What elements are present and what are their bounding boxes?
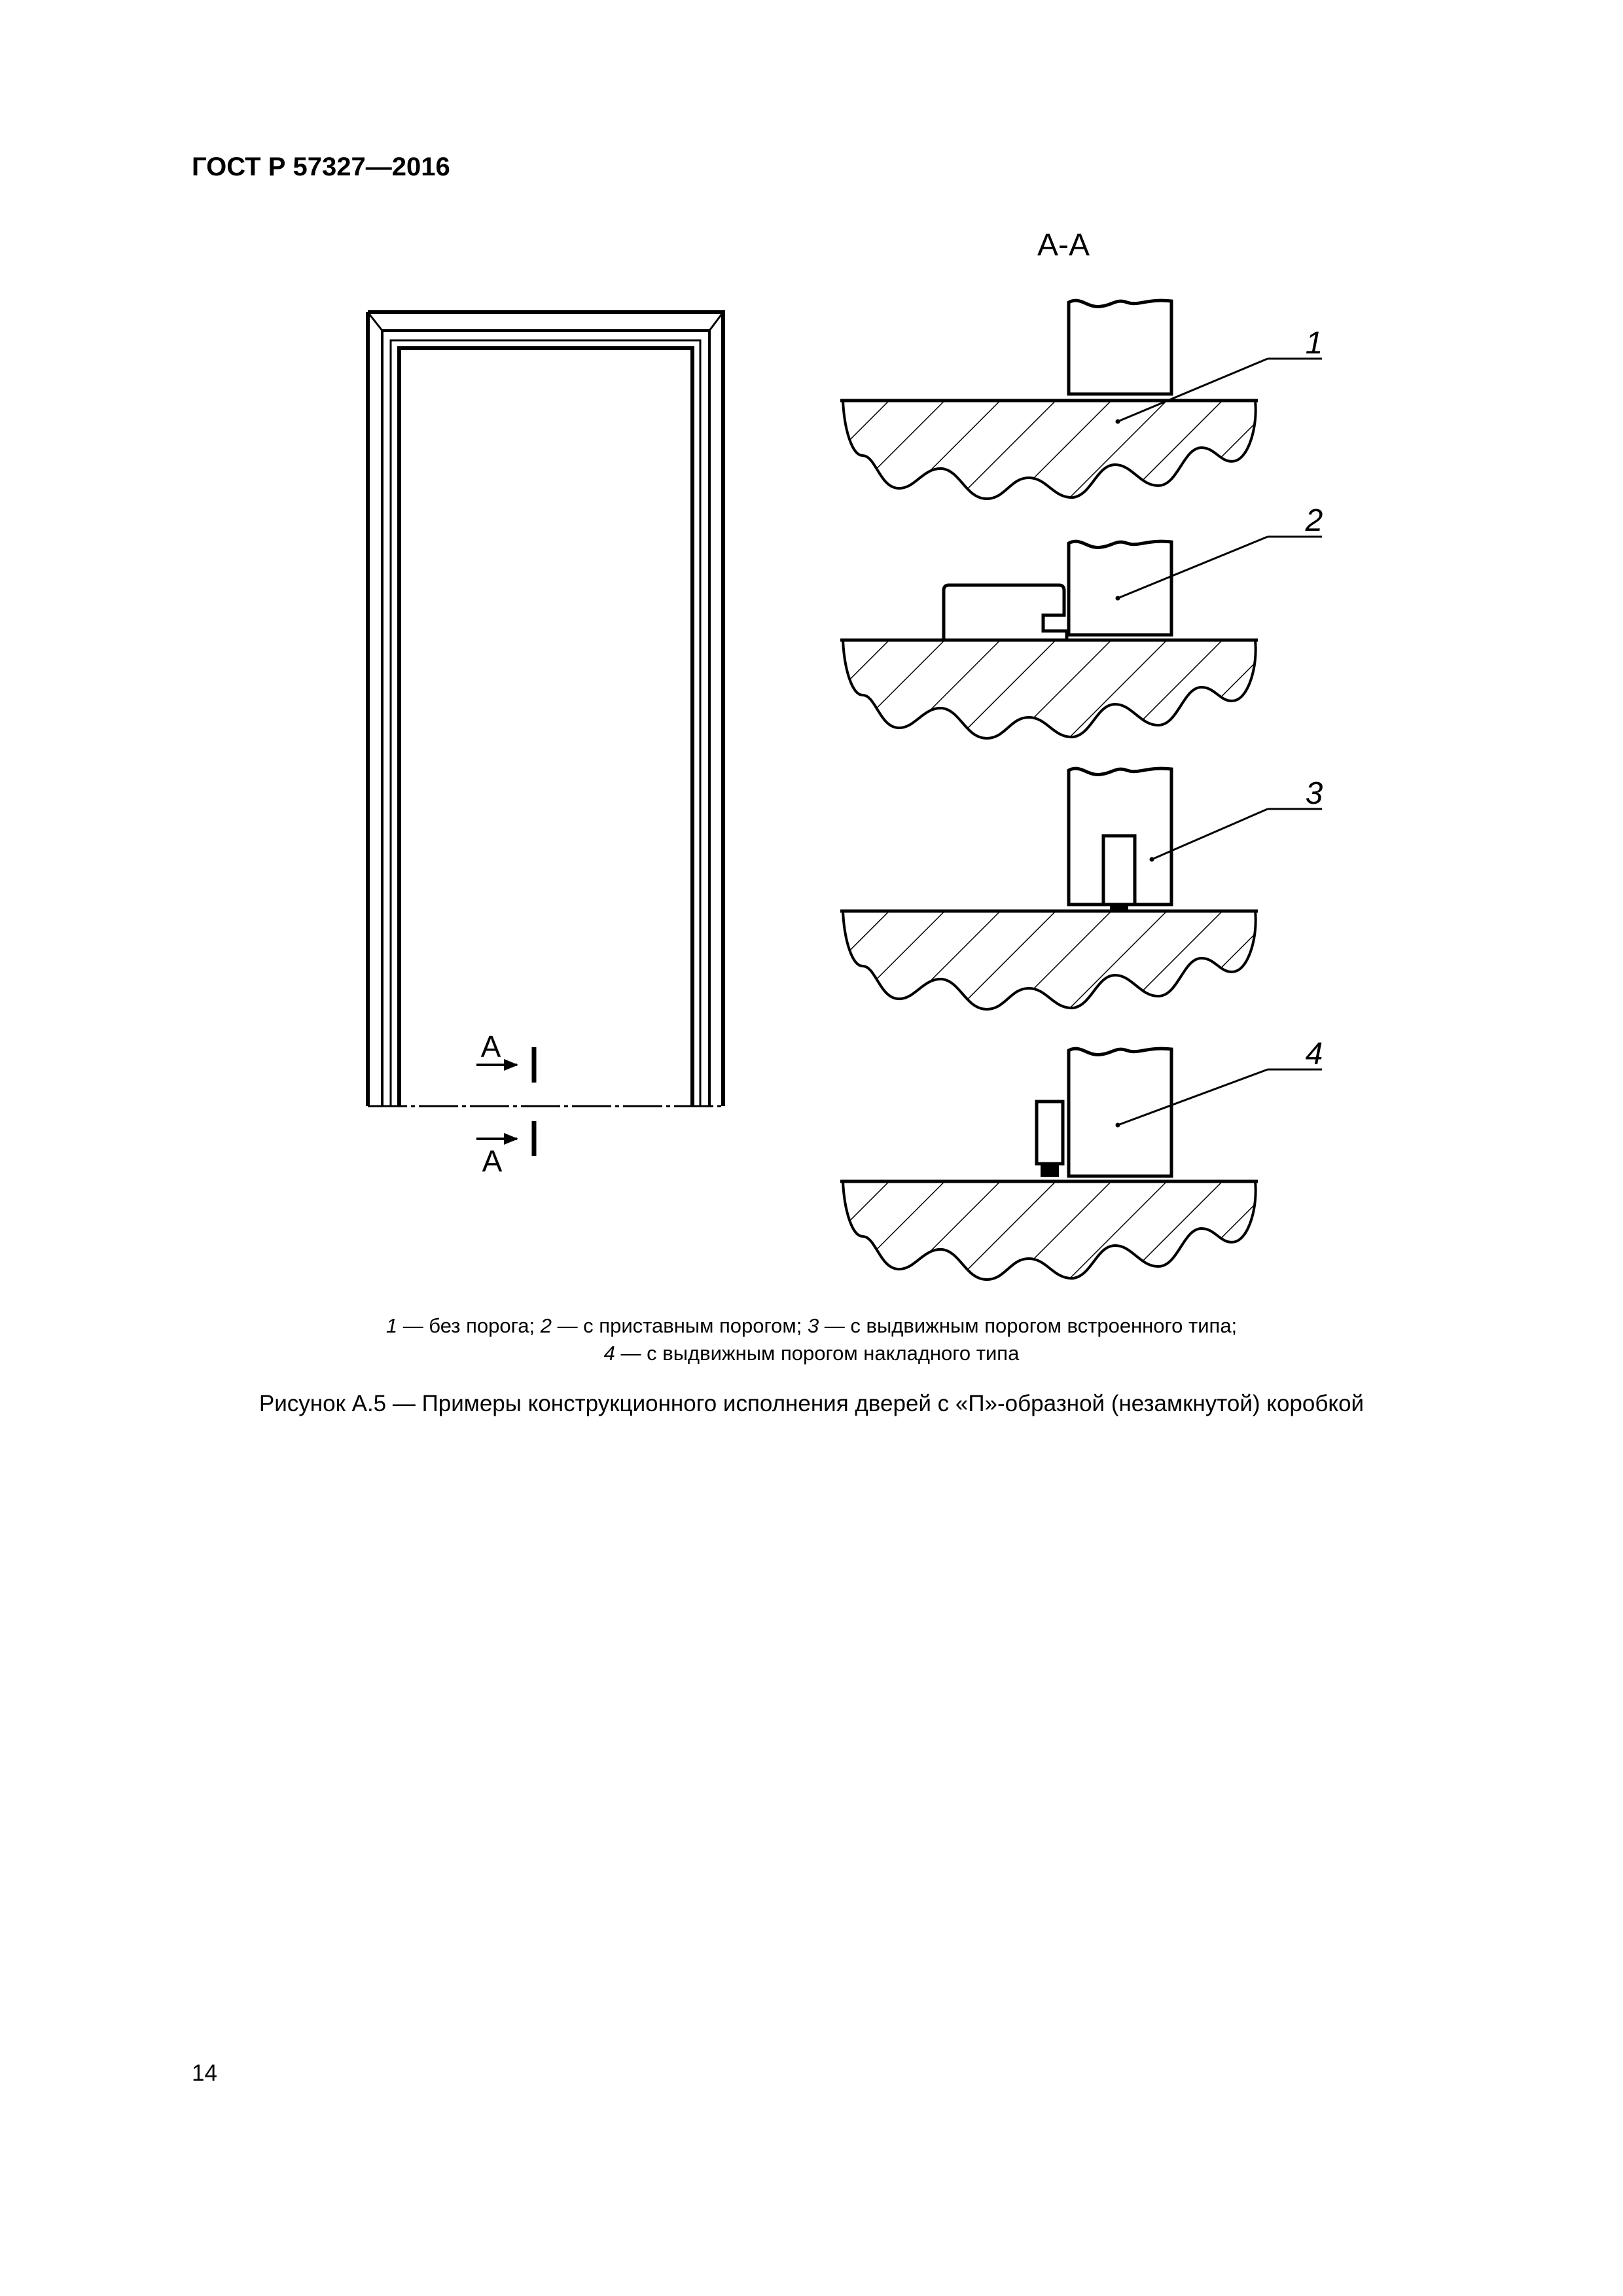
legend-line-2: [0, 1340, 1623, 1367]
callout-4: 4: [1305, 1037, 1323, 1071]
callout-3: 3: [1305, 776, 1323, 811]
section-mark-bottom-letter: А: [482, 1144, 503, 1178]
callout-2: 2: [1305, 503, 1323, 538]
legend-num: 3: [807, 1314, 819, 1337]
legend-text: — без порога;: [397, 1314, 541, 1337]
section-mark-top-letter: А: [480, 1030, 501, 1064]
section-view-2: [838, 503, 1323, 745]
legend-num: 2: [540, 1314, 552, 1337]
section-view-1: [838, 300, 1323, 505]
legend-text: — с выдвижным порогом встроенного типа;: [819, 1314, 1238, 1337]
legend-text: — с выдвижным порогом накладного типа: [615, 1342, 1020, 1365]
legend-num: 4: [603, 1342, 615, 1365]
page-number: 14: [192, 2060, 217, 2086]
section-title: А-А: [1037, 228, 1090, 262]
legend-num: 1: [385, 1314, 398, 1337]
section-mark-top: [476, 1030, 534, 1083]
figure-legend: [0, 1312, 1623, 1367]
standard-header: ГОСТ Р 57327—2016: [192, 152, 450, 181]
section-mark-bottom: [476, 1121, 534, 1178]
callout-1: 1: [1305, 326, 1323, 361]
legend-text: — с приставным порогом;: [551, 1314, 808, 1337]
section-view-3: [838, 768, 1323, 1016]
legend-line-1: [0, 1312, 1623, 1340]
section-view-4: [838, 1037, 1323, 1286]
door-frame-elevation: [368, 312, 723, 1106]
figure-caption: Рисунок А.5 — Примеры конструкционного исполнения дверей с «П»-образной (незамкнутой) коробкой: [259, 1391, 1364, 1416]
